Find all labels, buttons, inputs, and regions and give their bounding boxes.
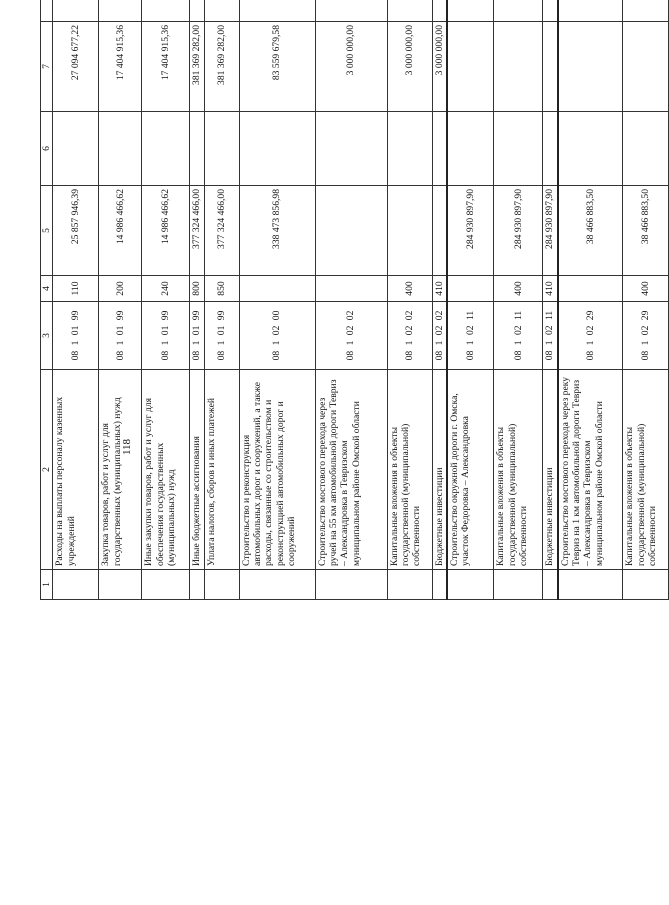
row-value-col8 (447, 0, 494, 22)
row-type-cell: 400 (387, 276, 432, 302)
header-row (41, 0, 53, 600)
rotated-page (40, 25, 658, 890)
row-value-col6 (543, 112, 558, 186)
row-code-cell: 08 1 01 99 (142, 302, 190, 370)
row-empty-cell (623, 570, 669, 600)
budget-table (40, 0, 669, 600)
row-name-cell: Иные закупки товаров, работ и услуг для обеспечения государственных (муниципальных) нужд (142, 370, 190, 570)
row-value-col7: 17 404 915,36 (142, 22, 190, 112)
row-empty-cell (387, 570, 432, 600)
row-code-cell: 08 1 01 99 (53, 302, 99, 370)
row-value-col8 (432, 0, 447, 22)
header-cell: 1 (41, 570, 53, 600)
table-row (558, 0, 623, 600)
row-value-col6 (315, 112, 387, 186)
row-empty-cell (315, 570, 387, 600)
row-code-cell: 08 1 02 29 (558, 302, 623, 370)
row-type-cell: 400 (623, 276, 669, 302)
row-type-cell: 200 (99, 276, 142, 302)
row-value-col6 (558, 112, 623, 186)
row-value-col5: 338 473 856,98 (239, 186, 315, 276)
row-name-cell: Капитальные вложения в объекты государственной (муниципальной) собственности (494, 370, 543, 570)
table-row (494, 0, 543, 600)
row-code-cell: 08 1 02 00 (239, 302, 315, 370)
row-value-col8 (142, 0, 190, 22)
row-value-col8 (239, 0, 315, 22)
row-code-cell: 08 1 02 29 (623, 302, 669, 370)
row-value-col7 (543, 22, 558, 112)
row-value-col7: 17 404 915,36 (99, 22, 142, 112)
row-value-col5: 38 466 883,50 (558, 186, 623, 276)
row-value-col5: 284 930 897,90 (447, 186, 494, 276)
row-value-col5: 284 930 897,90 (494, 186, 543, 276)
row-type-cell (239, 276, 315, 302)
row-value-col6 (432, 112, 447, 186)
row-type-cell: 410 (432, 276, 447, 302)
row-name-cell: Капитальные вложения в объекты государственной (муниципальной) собственности (387, 370, 432, 570)
row-name-cell: Расходы на выплаты персоналу казенных учреждений (53, 370, 99, 570)
row-code-cell: 08 1 02 02 (387, 302, 432, 370)
row-type-cell (315, 276, 387, 302)
table-row (432, 0, 447, 600)
row-value-col8 (623, 0, 669, 22)
row-value-col8 (494, 0, 543, 22)
row-code-cell: 08 1 02 11 (494, 302, 543, 370)
row-value-col5: 14 986 466,62 (99, 186, 142, 276)
row-value-col7 (558, 22, 623, 112)
row-name-cell: Закупка товаров, работ и услуг для государственных (муниципальных) нужд (99, 370, 142, 570)
row-value-col7: 3 000 000,00 (387, 22, 432, 112)
header-cell: 7 (41, 22, 53, 112)
header-cell: 3 (41, 302, 53, 370)
row-type-cell: 110 (53, 276, 99, 302)
row-name-cell: Строительство мостового перехода через ручей на 55 км автомобильной дороги Тевриз – Александровка в Тевризском муниципальном районе Омской области (315, 370, 387, 570)
table-row (53, 0, 99, 600)
row-value-col6 (99, 112, 142, 186)
row-empty-cell (142, 570, 190, 600)
row-type-cell (447, 276, 494, 302)
table-row (387, 0, 432, 600)
row-name-cell: Бюджетные инвестиции (543, 370, 558, 570)
row-name-cell: Строительство окружной дороги г. Омска, участок Федоровка – Александровка (447, 370, 494, 570)
row-value-col6 (387, 112, 432, 186)
row-value-col6 (142, 112, 190, 186)
row-value-col6 (53, 112, 99, 186)
row-value-col7: 27 094 677,22 (53, 22, 99, 112)
row-value-col8 (53, 0, 99, 22)
row-type-cell: 850 (204, 276, 239, 302)
row-value-col7: 3 000 000,00 (315, 22, 387, 112)
row-empty-cell (239, 570, 315, 600)
row-name-cell: Строительство мостового перехода через реку Тевриз на 1 км автомобильной дороги Тевриз – Александровка в Тевризском муниципальном районе Омской области (558, 370, 623, 570)
row-value-col6 (447, 112, 494, 186)
row-name-cell: Иные бюджетные ассигнования (190, 370, 204, 570)
table-row (239, 0, 315, 600)
row-value-col5 (432, 186, 447, 276)
row-value-col8 (543, 0, 558, 22)
row-value-col6 (239, 112, 315, 186)
page-number: 118 (121, 438, 133, 456)
row-value-col8 (204, 0, 239, 22)
header-cell: 2 (41, 370, 53, 570)
row-value-col5: 377 324 466,00 (204, 186, 239, 276)
row-value-col6 (190, 112, 204, 186)
row-code-cell: 08 1 02 11 (447, 302, 494, 370)
row-code-cell: 08 1 01 99 (204, 302, 239, 370)
row-value-col5: 284 930 897,90 (543, 186, 558, 276)
row-value-col7 (623, 22, 669, 112)
row-value-col5: 25 857 946,39 (53, 186, 99, 276)
table-row (447, 0, 494, 600)
table-row (190, 0, 204, 600)
row-value-col8 (387, 0, 432, 22)
table-row (142, 0, 190, 600)
row-value-col7 (447, 22, 494, 112)
row-type-cell (558, 276, 623, 302)
row-value-col5: 38 466 883,50 (623, 186, 669, 276)
row-code-cell: 08 1 01 99 (190, 302, 204, 370)
row-value-col5 (387, 186, 432, 276)
row-empty-cell (558, 570, 623, 600)
header-cell (41, 0, 53, 22)
row-value-col8 (558, 0, 623, 22)
header-cell: 4 (41, 276, 53, 302)
row-name-cell: Уплата налогов, сборов и иных платежей (204, 370, 239, 570)
header-cell: 6 (41, 112, 53, 186)
table-row (315, 0, 387, 600)
header-cell: 5 (41, 186, 53, 276)
table-row (99, 0, 142, 600)
row-empty-cell (204, 570, 239, 600)
row-type-cell: 800 (190, 276, 204, 302)
row-value-col8 (315, 0, 387, 22)
row-code-cell: 08 1 02 11 (543, 302, 558, 370)
row-value-col8 (190, 0, 204, 22)
row-value-col5 (315, 186, 387, 276)
table-row (623, 0, 669, 600)
row-value-col7: 83 559 679,58 (239, 22, 315, 112)
row-empty-cell (447, 570, 494, 600)
row-empty-cell (432, 570, 447, 600)
row-value-col7: 381 369 282,00 (190, 22, 204, 112)
row-code-cell: 08 1 01 99 (99, 302, 142, 370)
row-type-cell: 410 (543, 276, 558, 302)
row-value-col7: 381 369 282,00 (204, 22, 239, 112)
row-value-col6 (204, 112, 239, 186)
row-value-col6 (494, 112, 543, 186)
row-name-cell: Капитальные вложения в объекты государственной (муниципальной) собственности (623, 370, 669, 570)
row-empty-cell (494, 570, 543, 600)
row-value-col8 (99, 0, 142, 22)
row-empty-cell (190, 570, 204, 600)
row-value-col5: 377 324 466,00 (190, 186, 204, 276)
row-code-cell: 08 1 02 02 (432, 302, 447, 370)
row-empty-cell (53, 570, 99, 600)
table-row (204, 0, 239, 600)
table-row (543, 0, 558, 600)
row-empty-cell (543, 570, 558, 600)
row-type-cell: 240 (142, 276, 190, 302)
row-type-cell: 400 (494, 276, 543, 302)
row-value-col6 (623, 112, 669, 186)
row-value-col7: 3 000 000,00 (432, 22, 447, 112)
row-code-cell: 08 1 02 02 (315, 302, 387, 370)
row-name-cell: Строительство и реконструкция автомобильных дорог и сооружений, а также расходы, связанные со строительством и реконструкцией автомобильных дорог и сооружений (239, 370, 315, 570)
row-empty-cell (99, 570, 142, 600)
row-value-col5: 14 986 466,62 (142, 186, 190, 276)
row-value-col7 (494, 22, 543, 112)
row-name-cell: Бюджетные инвестиции (432, 370, 447, 570)
